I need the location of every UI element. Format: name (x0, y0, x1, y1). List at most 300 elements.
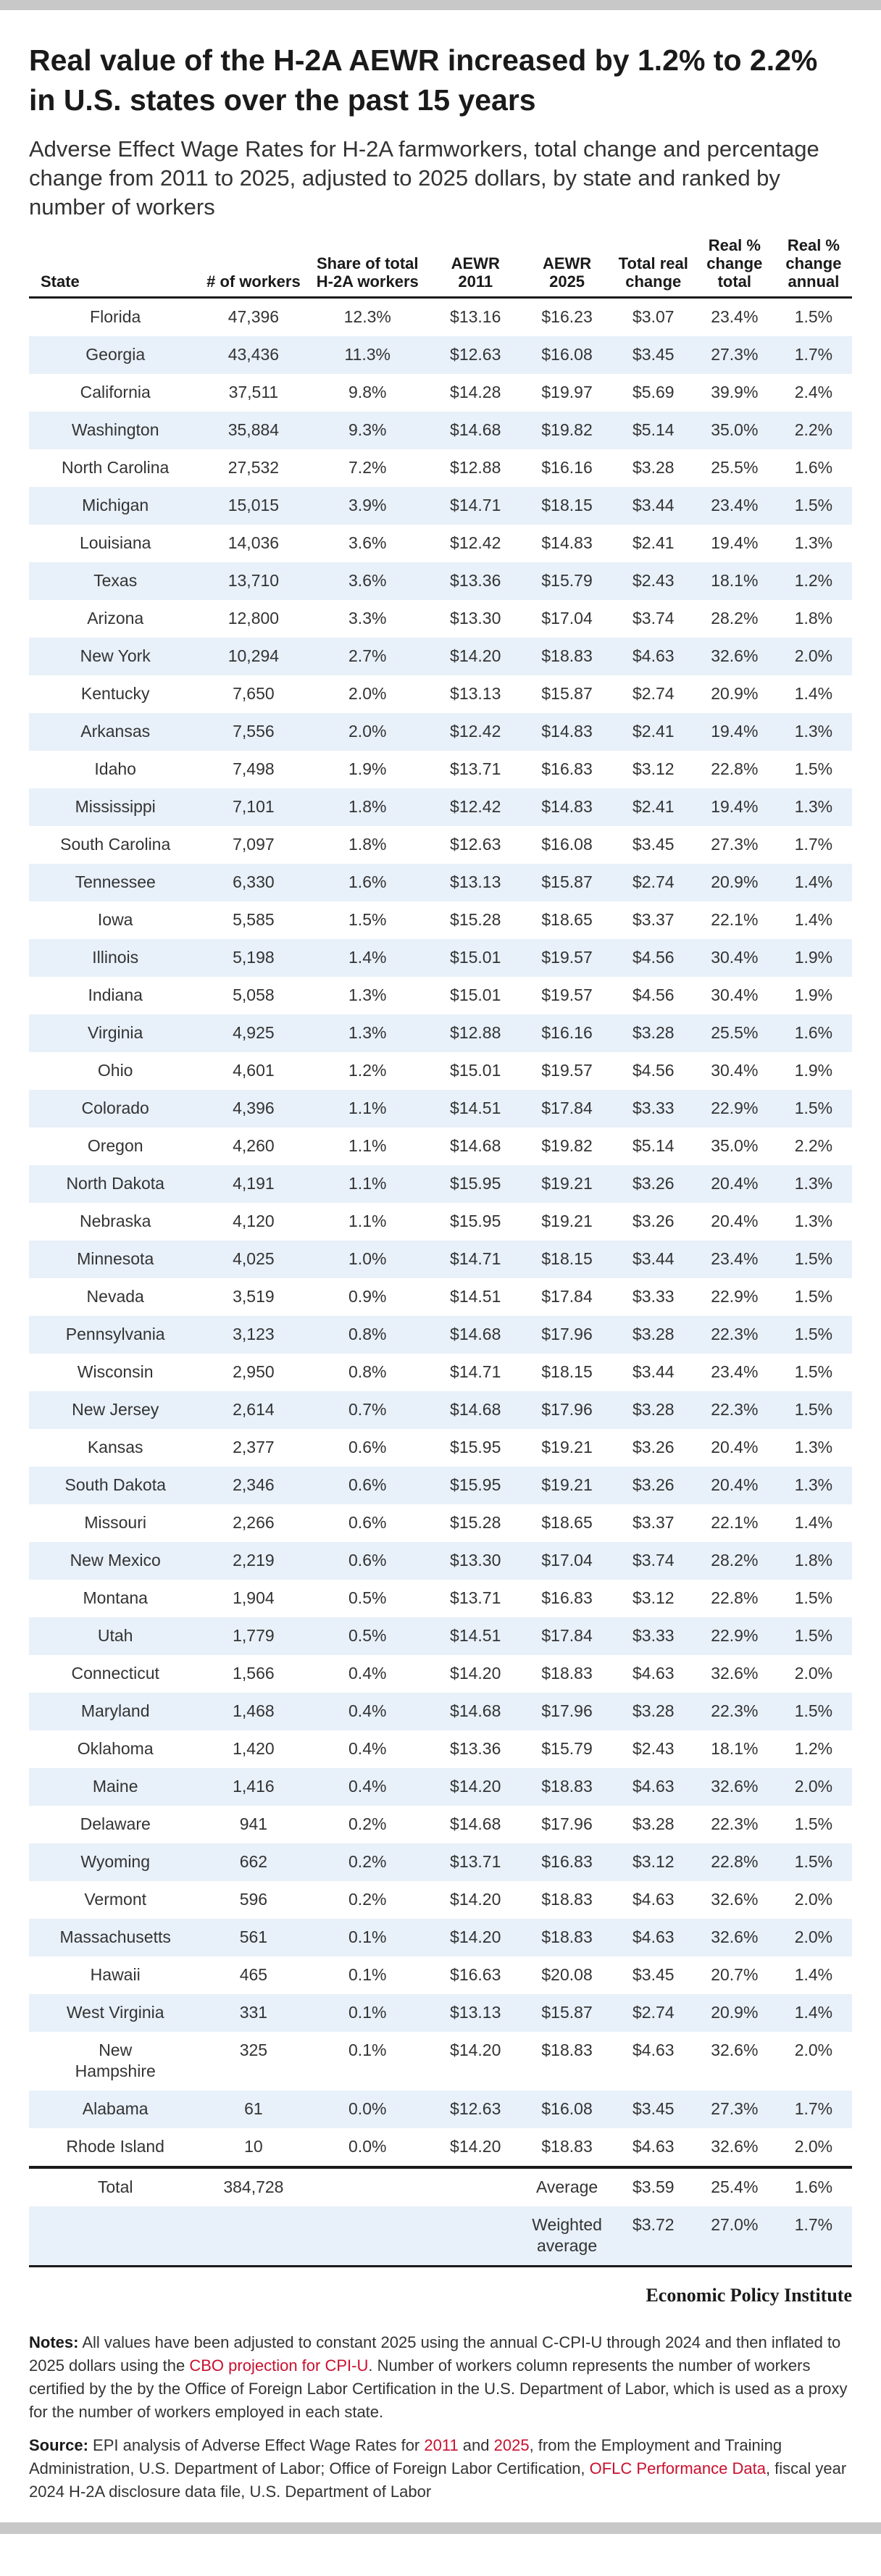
weighted-average-row (29, 2206, 852, 2265)
cell-pct-annual: 2.0% (775, 1768, 852, 1806)
cell-aewr-2025: $19.82 (521, 412, 612, 449)
cell-total-change: $4.56 (613, 939, 694, 977)
cell-state: Texas (29, 562, 201, 600)
cell-total-change: $3.45 (613, 336, 694, 374)
cell-share: 0.8% (348, 1362, 387, 1381)
cell-total-change: $4.63 (613, 638, 694, 675)
cell-aewr-2011: $13.13 (450, 684, 501, 703)
cell-aewr-2011: $13.13 (430, 864, 521, 901)
cell-pct-annual: 1.5% (794, 759, 833, 778)
table-row (29, 977, 852, 1014)
cell-workers: 27,532 (227, 458, 280, 477)
cell-workers: 561 (201, 1919, 305, 1956)
cell-pct-total: 25.5% (711, 458, 759, 477)
cell-state: Georgia (29, 336, 201, 374)
cell-share: 1.1% (348, 1212, 387, 1230)
cell-state: Pennsylvania (29, 1316, 201, 1354)
cell-workers: 2,266 (233, 1513, 275, 1532)
aewr-2025-link[interactable]: 2025 (493, 2436, 530, 2454)
cell-aewr-2025: $18.83 (521, 1919, 612, 1956)
cell-pct-total: 20.9% (711, 684, 759, 703)
cell-workers: 10,294 (201, 638, 305, 675)
table-row (29, 1919, 852, 1956)
cell-total-change: $2.74 (632, 684, 675, 703)
table-row (29, 1655, 852, 1693)
cell-workers: 4,260 (233, 1136, 275, 1155)
cell-share: 0.1% (305, 1919, 430, 1956)
cell-aewr-2011: $13.16 (450, 307, 501, 326)
cell-total-change: $4.56 (632, 985, 675, 1004)
cell-share: 1.9% (348, 759, 387, 778)
cell-pct-total: 22.9% (711, 1287, 759, 1306)
cell-aewr-2025: $19.57 (521, 939, 612, 977)
cell-workers: 1,420 (233, 1739, 275, 1758)
cell-aewr-2025: $18.15 (521, 487, 612, 525)
cell-aewr-2025: $16.83 (541, 759, 593, 778)
cell-aewr-2011: $12.63 (430, 2091, 521, 2128)
weighted-empty-cell (430, 2206, 521, 2265)
cell-state: Minnesota (29, 1241, 201, 1278)
cell-aewr-2011: $12.88 (430, 1014, 521, 1052)
cell-pct-annual: 1.5% (794, 307, 833, 326)
cell-total-change: $3.12 (632, 1588, 675, 1607)
cell-aewr-2011: $14.20 (450, 1664, 501, 1683)
source-text-2: and (458, 2436, 494, 2454)
cell-pct-total: 28.2% (711, 609, 759, 628)
cell-aewr-2025: $16.83 (541, 1588, 593, 1607)
cell-share: 9.3% (305, 412, 430, 449)
cell-state: Rhode Island (66, 2137, 164, 2156)
cell-state: New York (29, 638, 201, 675)
cell-pct-total: 22.3% (694, 1316, 775, 1354)
cell-aewr-2025: $16.16 (521, 1014, 612, 1052)
cell-aewr-2025: $19.57 (541, 1061, 593, 1080)
cell-workers: 2,614 (201, 1391, 305, 1429)
cell-total-change: $3.07 (632, 307, 675, 326)
cell-workers: 331 (201, 1994, 305, 2032)
cell-pct-total: 19.4% (694, 713, 775, 751)
cell-aewr-2011: $15.01 (450, 985, 501, 1004)
cell-state: Massachusetts (29, 1919, 201, 1956)
cell-state: New Hampshire (75, 2041, 156, 2080)
column-header-workers: # of workers (201, 236, 305, 298)
cell-state: Alabama (29, 2091, 201, 2128)
cell-aewr-2025: $18.83 (521, 638, 612, 675)
cell-state: New Jersey (29, 1391, 201, 1429)
cell-pct-annual: 1.3% (775, 1165, 852, 1203)
cell-aewr-2011: $13.13 (430, 1994, 521, 2032)
cell-total-change: $4.63 (632, 2137, 675, 2156)
cell-aewr-2011: $12.88 (450, 458, 501, 477)
cell-workers: 7,556 (201, 713, 305, 751)
aewr-table (29, 236, 852, 2265)
cell-aewr-2011: $13.71 (430, 1843, 521, 1881)
cell-state: Hawaii (90, 1965, 141, 1984)
cell-state: Louisiana (79, 533, 151, 552)
table-row (29, 336, 852, 374)
weighted-empty-cell (305, 2206, 430, 2265)
cell-aewr-2011: $14.28 (450, 383, 501, 401)
cell-aewr-2011: $14.68 (450, 1814, 501, 1833)
cell-aewr-2011: $15.28 (450, 1513, 501, 1532)
cell-aewr-2011: $12.63 (450, 835, 501, 854)
table-row (29, 751, 852, 788)
cell-pct-annual: 1.5% (794, 1588, 833, 1607)
cell-workers: 14,036 (227, 533, 280, 552)
cell-total-change: $4.63 (632, 1664, 675, 1683)
cell-share: 0.9% (348, 1287, 387, 1306)
cell-pct-total: 30.4% (711, 985, 759, 1004)
cell-pct-total: 32.6% (711, 2137, 759, 2156)
cell-total-change: $2.41 (613, 713, 694, 751)
cell-aewr-2025: $18.15 (541, 1362, 593, 1381)
source-label: Source: (29, 2436, 88, 2454)
cell-aewr-2025: $18.15 (521, 1241, 612, 1278)
cell-state: Indiana (88, 985, 143, 1004)
cell-aewr-2025: $15.87 (521, 864, 612, 901)
cell-total-change: $2.74 (613, 864, 694, 901)
cell-pct-annual: 2.0% (794, 2041, 833, 2059)
cell-pct-total: 27.3% (711, 835, 759, 854)
cell-workers: 7,498 (233, 759, 275, 778)
cell-pct-total: 22.3% (694, 1391, 775, 1429)
table-row (29, 1203, 852, 1241)
cell-state: Arkansas (29, 713, 201, 751)
cell-share: 2.7% (305, 638, 430, 675)
cell-aewr-2011: $14.51 (430, 1617, 521, 1655)
cell-total-change: $2.41 (613, 788, 694, 826)
cell-aewr-2025: $19.21 (541, 1212, 593, 1230)
cell-share: 1.5% (348, 910, 387, 929)
cell-total-change: $3.33 (613, 1617, 694, 1655)
cell-workers: 662 (201, 1843, 305, 1881)
cell-pct-annual: 1.7% (775, 2091, 852, 2128)
cell-pct-annual: 1.5% (794, 1362, 833, 1381)
table-row (29, 638, 852, 675)
total-row (29, 2167, 852, 2206)
cell-aewr-2011: $14.20 (430, 1768, 521, 1806)
cell-aewr-2025: $17.84 (521, 1090, 612, 1127)
cell-pct-total: 32.6% (694, 1768, 775, 1806)
cell-state: Virginia (29, 1014, 201, 1052)
notes-label: Notes: (29, 2333, 79, 2351)
cell-aewr-2025: $18.83 (541, 1890, 593, 1909)
cell-pct-annual: 1.7% (794, 835, 833, 854)
cell-aewr-2011: $12.63 (430, 336, 521, 374)
weighted-average-pct-total: 27.0% (694, 2206, 775, 2265)
cell-share: 3.6% (348, 533, 387, 552)
cell-share: 3.9% (305, 487, 430, 525)
cell-pct-total: 23.4% (711, 307, 759, 326)
cell-share: 0.2% (348, 1890, 387, 1909)
cell-pct-annual: 1.9% (794, 1061, 833, 1080)
total-empty-cell (305, 2167, 430, 2206)
cell-total-change: $3.37 (632, 1513, 675, 1532)
cell-workers: 1,416 (201, 1768, 305, 1806)
cell-state: New Mexico (29, 1542, 201, 1580)
cell-aewr-2011: $12.42 (450, 533, 501, 552)
table-row (29, 1542, 852, 1580)
cell-workers: 2,377 (233, 1438, 275, 1456)
total-label: Total (29, 2167, 201, 2206)
cell-pct-annual: 1.4% (794, 1965, 833, 1984)
cell-total-change: $4.63 (613, 1768, 694, 1806)
cell-workers: 3,123 (201, 1316, 305, 1354)
table-row (29, 1467, 852, 1504)
cell-aewr-2011: $12.42 (430, 788, 521, 826)
cell-workers: 7,650 (233, 684, 275, 703)
cell-state: Ohio (97, 1061, 133, 1080)
cell-share: 0.4% (305, 1768, 430, 1806)
cell-aewr-2025: $17.96 (541, 1814, 593, 1833)
figure-container (0, 10, 881, 2504)
cell-state: Montana (83, 1588, 148, 1607)
cell-pct-annual: 1.5% (775, 1843, 852, 1881)
cell-pct-annual: 2.2% (794, 1136, 833, 1155)
cell-pct-total: 32.6% (711, 1890, 759, 1909)
cell-share: 0.6% (305, 1467, 430, 1504)
table-row (29, 487, 852, 525)
cell-workers: 465 (239, 1965, 268, 1984)
cell-share: 0.7% (305, 1391, 430, 1429)
table-row (29, 675, 852, 713)
cell-pct-total: 20.9% (694, 864, 775, 901)
cell-pct-annual: 2.4% (794, 383, 833, 401)
cell-share: 1.8% (305, 788, 430, 826)
cell-aewr-2025: $14.83 (521, 713, 612, 751)
cell-state: Idaho (94, 759, 136, 778)
table-row (29, 1730, 852, 1768)
cell-pct-total: 22.8% (711, 1588, 759, 1607)
cell-share: 0.0% (305, 2091, 430, 2128)
cbo-projection-link[interactable]: CBO projection for CPI-U (189, 2356, 369, 2375)
cell-share: 1.3% (348, 985, 387, 1004)
cell-total-change: $5.14 (613, 412, 694, 449)
cell-share: 0.0% (348, 2137, 387, 2156)
table-row (29, 1617, 852, 1655)
source-text-1: EPI analysis of Adverse Effect Wage Rates for (88, 2436, 425, 2454)
cell-aewr-2025: $19.97 (541, 383, 593, 401)
cell-pct-total: 27.3% (694, 2091, 775, 2128)
cell-workers: 15,015 (201, 487, 305, 525)
cell-total-change: $3.12 (613, 1843, 694, 1881)
cell-pct-annual: 1.2% (794, 1739, 833, 1758)
cell-total-change: $2.41 (632, 533, 675, 552)
cell-pct-annual: 1.3% (775, 788, 852, 826)
table-row (29, 1278, 852, 1316)
notes-text-2: . Number of workers column represents the number of workers certified by the by the Office of Foreign Labor Certification in the U.S. Department of Labor, which is used as a proxy for the number of workers employed in each state. (29, 2356, 848, 2421)
cell-share: 12.3% (343, 307, 391, 326)
cell-workers: 12,800 (227, 609, 280, 628)
table-row (29, 562, 852, 600)
weighted-empty-cell (29, 2206, 201, 2265)
cell-total-change: $3.12 (632, 759, 675, 778)
cell-pct-total: 22.3% (711, 1814, 759, 1833)
table-row (29, 939, 852, 977)
cell-share: 0.8% (305, 1316, 430, 1354)
table-row (29, 525, 852, 562)
cell-workers: 1,779 (201, 1617, 305, 1655)
source-paragraph (29, 2434, 852, 2504)
cell-pct-total: 22.8% (711, 759, 759, 778)
average-label: Average (521, 2167, 612, 2206)
table-row (29, 1806, 852, 1843)
cell-workers: 1,566 (233, 1664, 275, 1683)
cell-total-change: $3.26 (613, 1165, 694, 1203)
cell-aewr-2011: $14.68 (450, 1136, 501, 1155)
column-header-aewr-2011: AEWR 2011 (430, 236, 521, 298)
cell-share: 1.4% (305, 939, 430, 977)
cell-total-change: $2.74 (613, 1994, 694, 2032)
cell-pct-annual: 1.5% (775, 1316, 852, 1354)
cell-state: Maryland (29, 1693, 201, 1730)
cell-pct-annual: 1.4% (794, 910, 833, 929)
cell-workers: 47,396 (227, 307, 280, 326)
cell-total-change: $3.33 (613, 1090, 694, 1127)
cell-pct-annual: 1.4% (794, 1513, 833, 1532)
cell-share: 0.5% (348, 1588, 387, 1607)
cell-share: 1.1% (305, 1090, 430, 1127)
oflc-performance-data-link[interactable]: OFLC Performance Data (589, 2459, 766, 2477)
table-row (29, 1843, 852, 1881)
table-row (29, 788, 852, 826)
cell-pct-annual: 1.5% (775, 1617, 852, 1655)
cell-aewr-2025: $14.83 (521, 788, 612, 826)
total-empty-cell (430, 2167, 521, 2206)
cell-total-change: $5.69 (632, 383, 675, 401)
table-row (29, 901, 852, 939)
cell-state: Iowa (97, 910, 133, 929)
cell-share: 0.4% (305, 1693, 430, 1730)
table-row (29, 1316, 852, 1354)
cell-state: West Virginia (29, 1994, 201, 2032)
cell-state: North Carolina (62, 458, 170, 477)
table-row (29, 1354, 852, 1391)
cell-total-change: $3.28 (613, 1316, 694, 1354)
cell-pct-total: 23.4% (711, 1362, 759, 1381)
cell-pct-annual: 1.5% (775, 1391, 852, 1429)
table-row (29, 2032, 852, 2091)
column-header-aewr-2025: AEWR 2025 (521, 236, 612, 298)
cell-aewr-2025: $19.21 (541, 1438, 593, 1456)
cell-aewr-2011: $15.01 (450, 1061, 501, 1080)
cell-total-change: $3.37 (632, 910, 675, 929)
cell-aewr-2025: $18.83 (541, 2137, 593, 2156)
cell-share: 0.2% (305, 1843, 430, 1881)
cell-share: 0.6% (305, 1542, 430, 1580)
cell-state: Wisconsin (77, 1362, 154, 1381)
figure-subtitle: Adverse Effect Wage Rates for H-2A farmworkers, total change and percentage change from 2011 to 2025, adjusted to 2025 dollars, by state and ranked by number of workers (29, 136, 819, 220)
cell-pct-annual: 1.3% (794, 1438, 833, 1456)
cell-workers: 1,904 (233, 1588, 275, 1607)
weighted-average-label: Weighted average (521, 2206, 612, 2265)
cell-workers: 5,585 (233, 910, 275, 929)
column-header-total-change: Total real change (613, 236, 694, 298)
cell-pct-total: 30.4% (711, 1061, 759, 1080)
cell-pct-total: 18.1% (694, 562, 775, 600)
cell-workers: 4,396 (201, 1090, 305, 1127)
cell-total-change: $3.28 (613, 1693, 694, 1730)
table-row (29, 600, 852, 638)
average-change: $3.59 (613, 2167, 694, 2206)
cell-aewr-2025: $16.08 (521, 336, 612, 374)
cell-total-change: $3.44 (613, 1241, 694, 1278)
cell-aewr-2025: $18.83 (541, 2041, 593, 2059)
table-row (29, 2128, 852, 2167)
cell-aewr-2011: $13.36 (450, 1739, 501, 1758)
cell-aewr-2025: $18.83 (521, 1768, 612, 1806)
cell-state: Michigan (29, 487, 201, 525)
cell-pct-annual: 1.8% (794, 609, 833, 628)
cell-pct-total: 22.9% (694, 1617, 775, 1655)
table-row (29, 298, 852, 337)
cell-pct-total: 35.0% (711, 1136, 759, 1155)
cell-state: Utah (29, 1617, 201, 1655)
cell-total-change: $4.56 (632, 1061, 675, 1080)
cell-state: Arizona (87, 609, 144, 628)
cell-share: 1.1% (348, 1136, 387, 1155)
table-row (29, 864, 852, 901)
table-row (29, 1052, 852, 1090)
cell-share: 3.6% (305, 562, 430, 600)
cell-state: Colorado (29, 1090, 201, 1127)
cell-pct-total: 35.0% (694, 412, 775, 449)
cell-workers: 10 (244, 2137, 263, 2156)
cell-aewr-2025: $16.23 (541, 307, 593, 326)
cell-pct-total: 32.6% (694, 1919, 775, 1956)
cell-pct-total: 32.6% (711, 1664, 759, 1683)
cell-workers: 7,097 (233, 835, 275, 854)
cell-aewr-2011: $15.95 (450, 1438, 501, 1456)
cell-aewr-2025: $19.21 (521, 1165, 612, 1203)
notes-text-1: All values have been adjusted to constant 2025 using the annual C-CPI-U through 2024 and then inflated to 2025 dollars using the (29, 2333, 841, 2375)
cell-total-change: $3.28 (632, 1814, 675, 1833)
cell-state: Kansas (87, 1438, 143, 1456)
cell-aewr-2011: $14.20 (430, 1919, 521, 1956)
cell-workers: 2,219 (201, 1542, 305, 1580)
table-row (29, 1165, 852, 1203)
cell-aewr-2011: $15.95 (430, 1165, 521, 1203)
cell-state: Vermont (84, 1890, 147, 1909)
weighted-average-change: $3.72 (613, 2206, 694, 2265)
cell-total-change: $3.45 (632, 1965, 675, 1984)
cell-aewr-2011: $14.20 (450, 1890, 501, 1909)
cell-pct-annual: 2.0% (794, 2137, 833, 2156)
cell-workers: 37,511 (228, 383, 279, 401)
cell-workers: 4,191 (201, 1165, 305, 1203)
cell-pct-total: 25.5% (694, 1014, 775, 1052)
table-bottom-rule (29, 2265, 852, 2267)
cell-aewr-2011: $15.28 (450, 910, 501, 929)
aewr-2011-link[interactable]: 2011 (424, 2436, 459, 2454)
average-pct-annual: 1.6% (775, 2167, 852, 2206)
cell-state: Oregon (87, 1136, 143, 1155)
cell-workers: 35,884 (201, 412, 305, 449)
cell-total-change: $3.74 (632, 609, 675, 628)
cell-total-change: $3.44 (632, 1362, 675, 1381)
cell-pct-annual: 1.5% (775, 1090, 852, 1127)
column-header-pct-total: Real % change total (694, 236, 775, 298)
figure-title: Real value of the H-2A AEWR increased by 1.2% to 2.2% in U.S. states over the past 15 years (29, 43, 818, 117)
cell-total-change: $3.26 (632, 1438, 675, 1456)
cell-aewr-2011: $14.68 (430, 1391, 521, 1429)
cell-total-change: $3.28 (613, 1391, 694, 1429)
table-row (29, 449, 852, 487)
cell-pct-total: 23.4% (694, 1241, 775, 1278)
cell-aewr-2025: $18.65 (541, 1513, 593, 1532)
cell-aewr-2011: $14.20 (450, 2041, 501, 2059)
table-body (29, 298, 852, 2168)
